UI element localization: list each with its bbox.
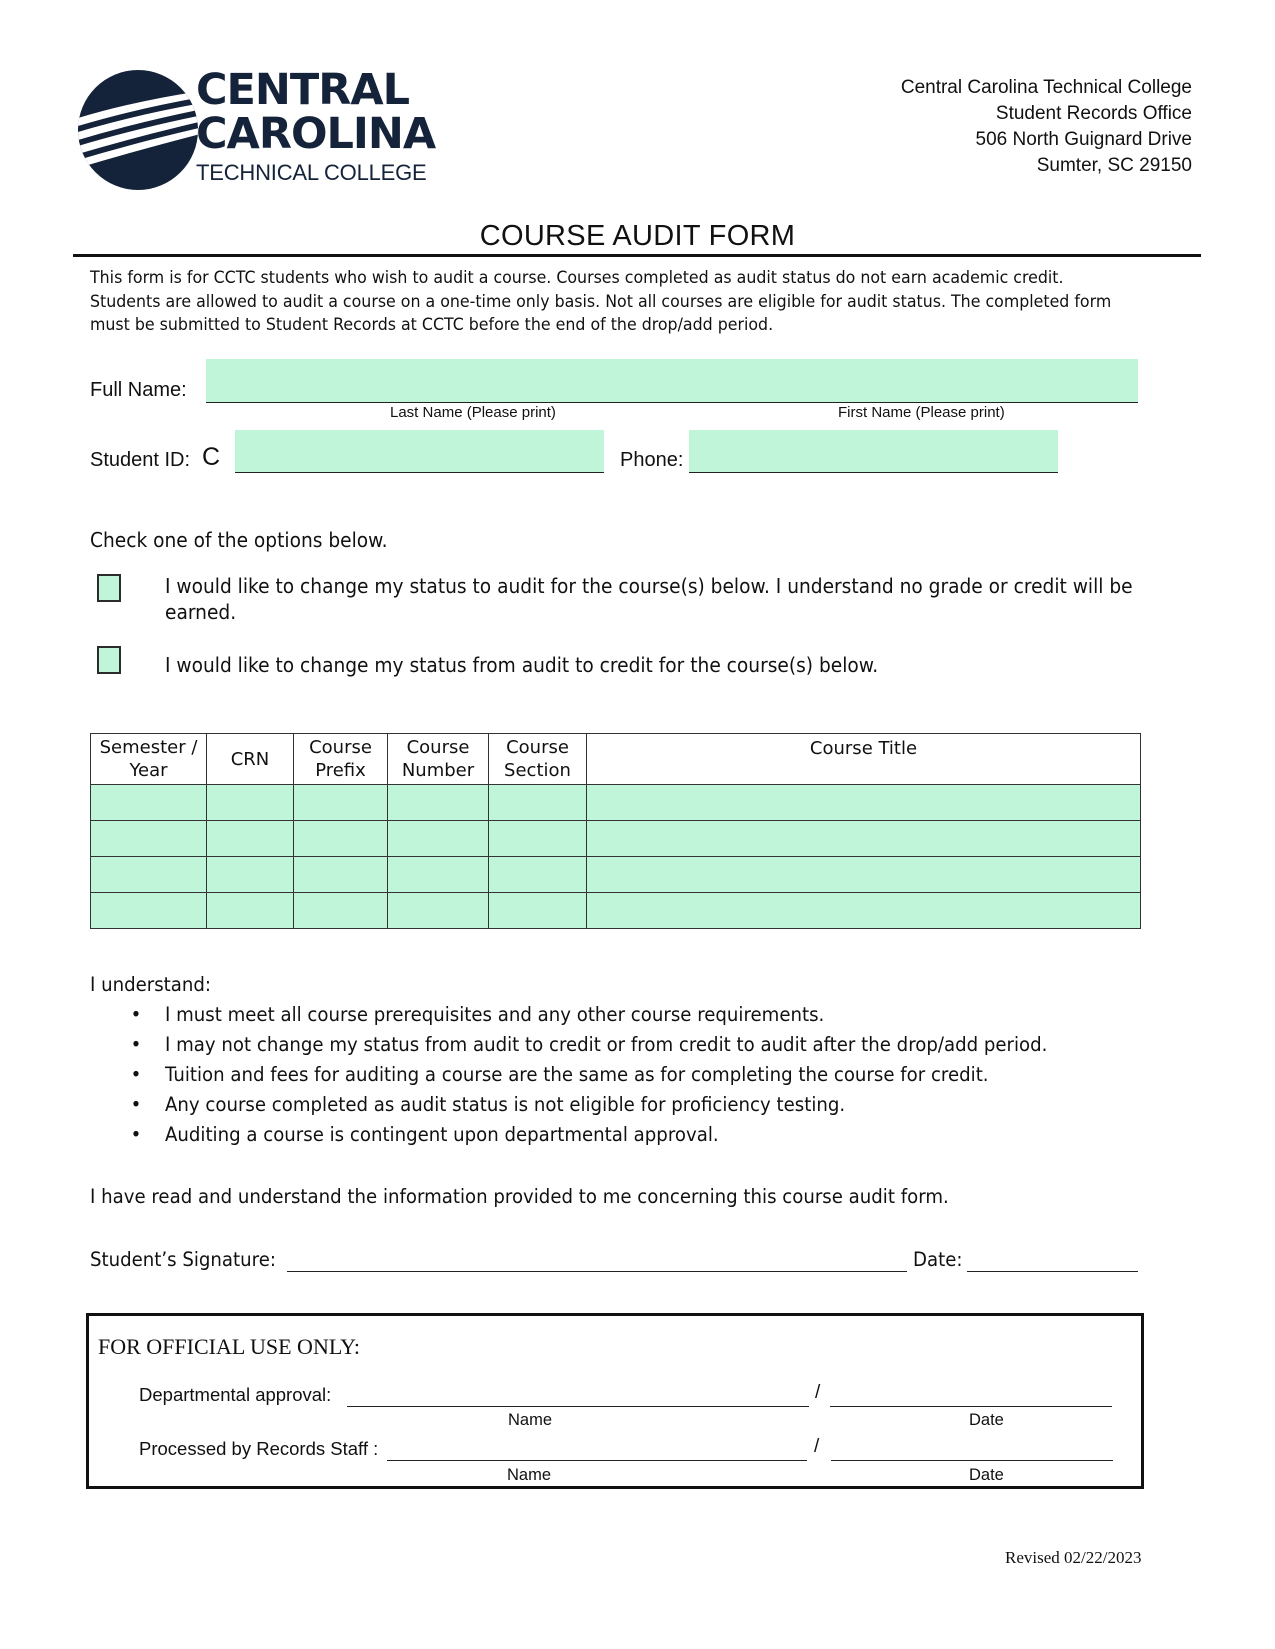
official-use-box <box>86 1313 1144 1489</box>
crn-cell[interactable] <box>207 785 294 821</box>
dept-approval-name-input[interactable] <box>347 1384 809 1407</box>
address-line: Student Records Office <box>995 103 1192 124</box>
records-staff-date-caption: Date <box>969 1466 1004 1484</box>
title-cell[interactable] <box>587 785 1141 821</box>
intro-line: Students are allowed to audit a course on a one-time only basis. Not all courses are eligible for audit status. The completed form <box>90 291 1112 312</box>
bullet-icon: • <box>130 1093 142 1116</box>
table-row <box>91 893 1141 929</box>
dept-approval-date-caption: Date <box>969 1411 1004 1429</box>
semester-cell[interactable] <box>91 821 207 857</box>
list-item: • Auditing a course is contingent upon departmental approval. <box>165 1120 1047 1150</box>
prefix-cell[interactable] <box>294 893 388 929</box>
option-credit-text: I would like to change my status from audit to credit for the course(s) below. <box>165 653 879 677</box>
audit-status-checkbox[interactable] <box>97 574 121 602</box>
phone-label: Phone: <box>620 449 684 471</box>
logo-line-carolina: CAROLINA <box>196 109 436 159</box>
first-name-caption: First Name (Please print) <box>838 404 1005 421</box>
table-row <box>91 821 1141 857</box>
table-row <box>91 857 1141 893</box>
header-crn: CRN <box>207 734 294 785</box>
dept-approval-slash: / <box>815 1382 821 1403</box>
header-course-title: Course Title <box>587 734 1141 785</box>
header-semester-year: Semester / Year <box>91 734 207 785</box>
dept-approval-date-input[interactable] <box>830 1384 1112 1407</box>
title-cell[interactable] <box>587 893 1141 929</box>
college-logo <box>78 65 438 190</box>
course-table <box>90 733 1141 929</box>
college-address <box>780 75 1192 179</box>
header-course-section: Course Section <box>489 734 587 785</box>
semester-cell[interactable] <box>91 893 207 929</box>
crn-cell[interactable] <box>207 857 294 893</box>
dept-approval-name-caption: Name <box>508 1411 553 1429</box>
table-header-row <box>91 734 1141 785</box>
acknowledgement-text: I have read and understand the information provided to me concerning this course audit form. <box>90 1185 949 1208</box>
understand-heading: I understand: <box>90 973 212 996</box>
intro-paragraph <box>90 267 1206 338</box>
crn-cell[interactable] <box>207 893 294 929</box>
bullet-icon: • <box>130 1033 142 1056</box>
records-staff-date-input[interactable] <box>831 1438 1113 1461</box>
logo-line-central: CENTRAL <box>196 65 410 115</box>
number-cell[interactable] <box>388 857 489 893</box>
address-line: Sumter, SC 29150 <box>1036 155 1192 176</box>
official-heading: FOR OFFICIAL USE ONLY: <box>98 1334 361 1359</box>
title-cell[interactable] <box>587 821 1141 857</box>
section-cell[interactable] <box>489 785 587 821</box>
section-cell[interactable] <box>489 893 587 929</box>
signature-date-label: Date: <box>913 1248 963 1271</box>
list-item: • I must meet all course prerequisites and any other course requirements. <box>165 1000 1047 1030</box>
header-course-number: Course Number <box>388 734 489 785</box>
option-audit-line: earned. <box>165 600 237 624</box>
title-divider <box>73 254 1201 257</box>
phone-input[interactable] <box>689 430 1058 473</box>
prefix-cell[interactable] <box>294 857 388 893</box>
bullet-icon: • <box>130 1003 142 1026</box>
bullet-icon: • <box>130 1063 142 1086</box>
list-item: • Tuition and fees for auditing a course are the same as for completing the course for credit. <box>165 1060 1047 1090</box>
credit-status-checkbox[interactable] <box>97 646 121 674</box>
title-cell[interactable] <box>587 857 1141 893</box>
signature-label: Student’s Signature: <box>90 1248 276 1271</box>
revision-date: Revised 02/22/2023 <box>1005 1548 1142 1567</box>
option-audit-text <box>165 573 1188 625</box>
bullet-icon: • <box>130 1123 142 1146</box>
header-course-prefix: Course Prefix <box>294 734 388 785</box>
prefix-cell[interactable] <box>294 785 388 821</box>
number-cell[interactable] <box>388 785 489 821</box>
crn-cell[interactable] <box>207 821 294 857</box>
semester-cell[interactable] <box>91 857 207 893</box>
form-title: COURSE AUDIT FORM <box>479 220 796 252</box>
dept-approval-label: Departmental approval: <box>139 1384 332 1405</box>
intro-line: This form is for CCTC students who wish to audit a course. Courses completed as audit status do not earn academic credit. <box>90 268 1064 288</box>
semester-cell[interactable] <box>91 785 207 821</box>
logo-line-technical-college: TECHNICAL COLLEGE <box>196 160 427 185</box>
records-staff-slash: / <box>814 1436 820 1457</box>
address-line: Central Carolina Technical College <box>900 77 1192 98</box>
list-item: • I may not change my status from audit to credit or from credit to audit after the drop/add period. <box>165 1030 1047 1060</box>
records-staff-label: Processed by Records Staff : <box>139 1438 379 1459</box>
signature-date-input[interactable] <box>967 1247 1138 1272</box>
signature-input[interactable] <box>287 1247 907 1272</box>
prefix-cell[interactable] <box>294 821 388 857</box>
records-staff-name-input[interactable] <box>387 1438 807 1461</box>
records-staff-name-caption: Name <box>507 1466 552 1484</box>
number-cell[interactable] <box>388 821 489 857</box>
list-item: • Any course completed as audit status is not eligible for proficiency testing. <box>165 1090 1047 1120</box>
student-id-label: Student ID: <box>90 449 191 471</box>
table-row <box>91 785 1141 821</box>
address-line: 506 North Guignard Drive <box>975 129 1192 150</box>
section-cell[interactable] <box>489 857 587 893</box>
last-name-caption: Last Name (Please print) <box>390 404 556 421</box>
options-instruction: Check one of the options below. <box>90 528 388 552</box>
full-name-input[interactable] <box>206 359 1138 403</box>
student-id-prefix: C <box>202 443 221 471</box>
understand-list <box>130 1000 1114 1150</box>
student-id-input[interactable] <box>235 430 604 473</box>
full-name-label: Full Name: <box>90 379 187 401</box>
option-audit-line: I would like to change my status to audit for the course(s) below. I understand no grade or credit will be <box>165 574 1133 598</box>
section-cell[interactable] <box>489 821 587 857</box>
intro-line: must be submitted to Student Records at CCTC before the end of the drop/add period. <box>90 315 774 335</box>
number-cell[interactable] <box>388 893 489 929</box>
